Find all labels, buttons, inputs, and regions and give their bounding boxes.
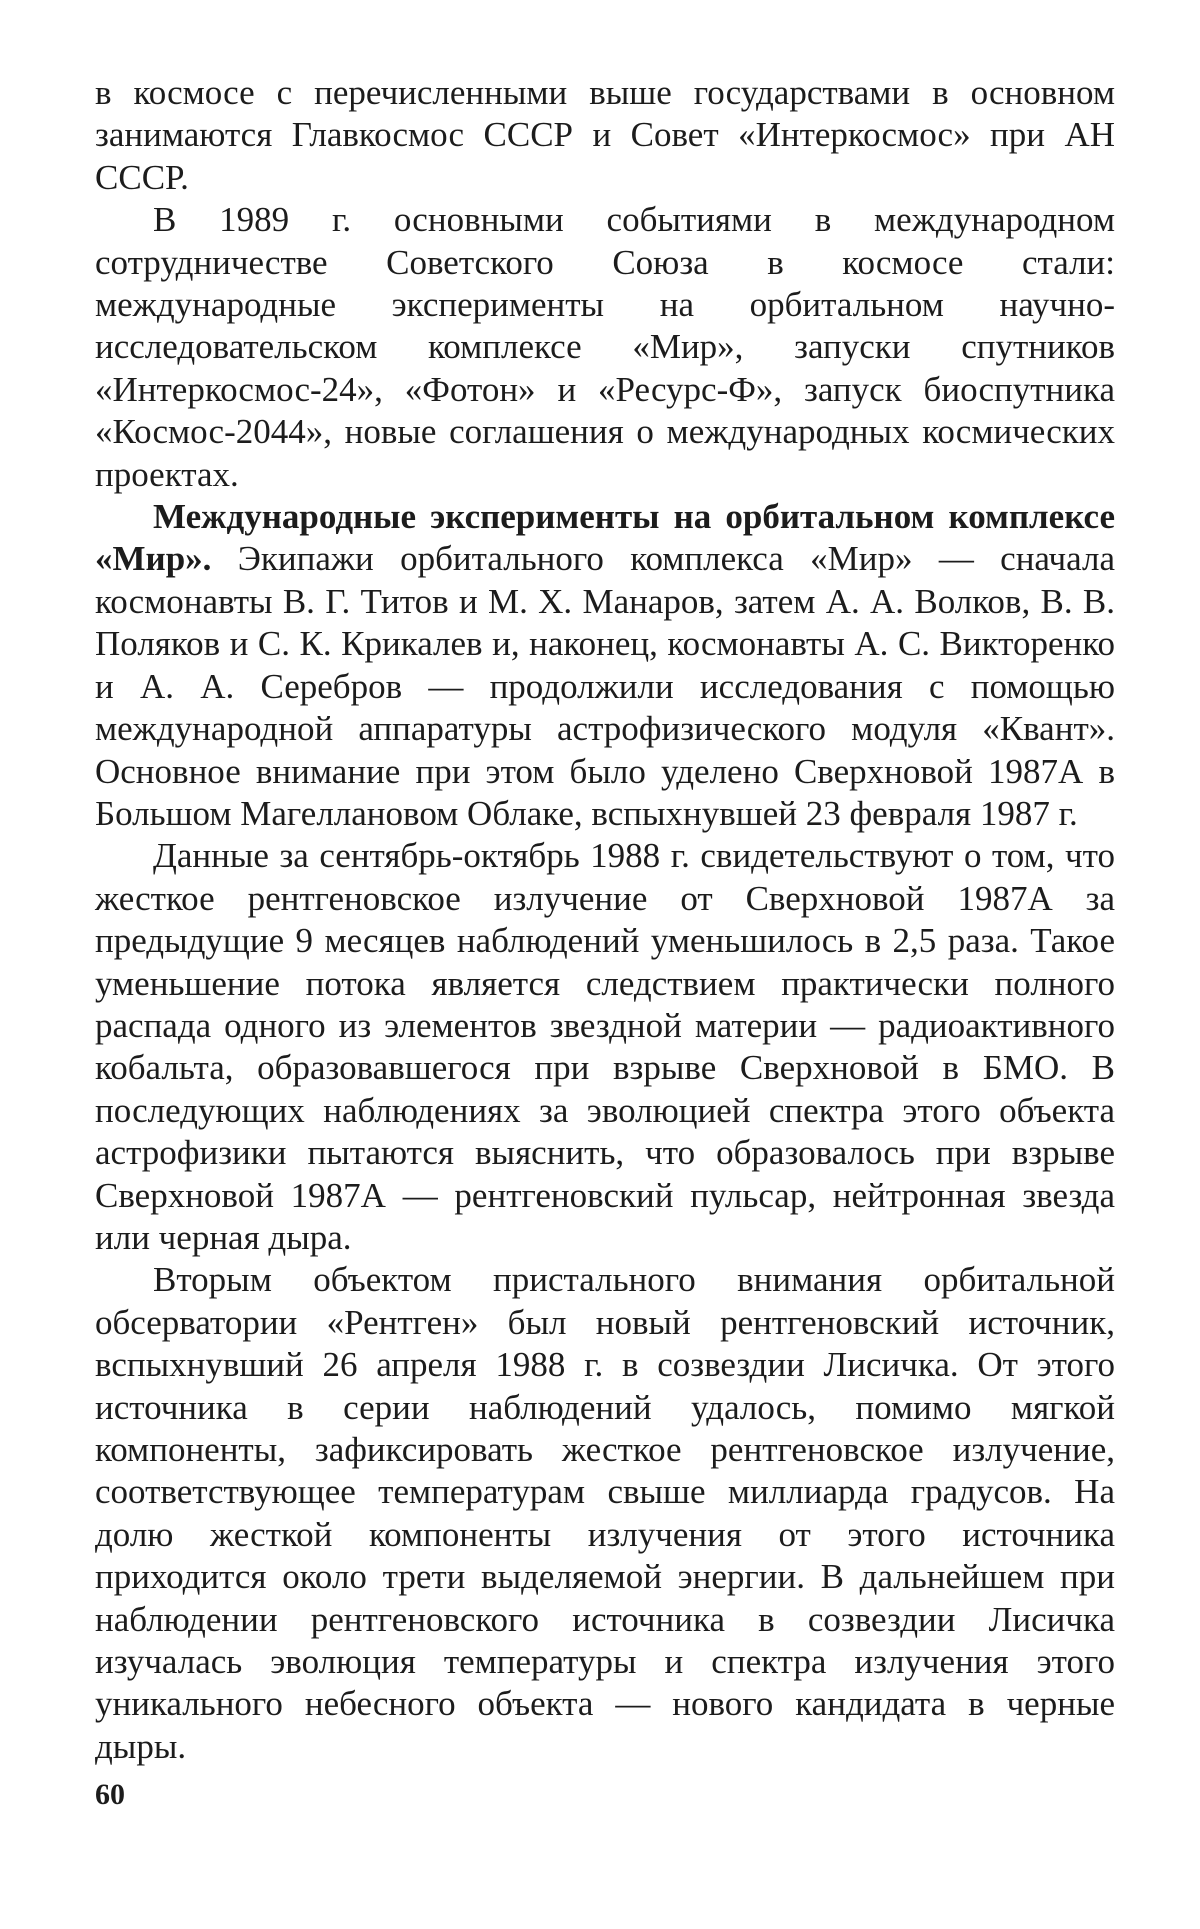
paragraph-3-text: Экипажи орбитального комплекса «Мир» — сначала космонавты В. Г. Титов и М. Х. Манаров, затем А. А. Волков, В. В. Поляков и С. К. Крикалев и, наконец, космонавты А. С. Викторенко и А. А. Серебров — продолжили исследования с помощью международной аппаратуры астрофизического модуля «Квант». Основное внимание при этом было уделено Сверхновой 1987А в Большом Магеллановом Облаке, вспыхнувшей 23 февраля 1987 г. — [95, 539, 1115, 833]
paragraph-1 — [95, 72, 1115, 199]
paragraph-5-text: Вторым объектом пристального внимания орбитальной обсерватории «Рентген» был новый рентгеновский источник, вспыхнувший 26 апреля 1988 г. в созвездии Лисичка. От этого источника в серии наблюдений удалось, помимо мягкой компоненты, зафиксировать жесткое рентгеновское излучение, соответствующее температурам свыше миллиарда градусов. На долю жесткой компоненты излучения от этого источника приходится около трети выделяемой энергии. В дальнейшем при наблюдении рентгеновского источника в созвездии Лисичка изучалась эволюция температуры и спектра излучения этого уникального небесного объекта — нового кандидата в черные дыры. — [95, 1260, 1115, 1766]
section-heading: Международные эксперименты на орбитальном комплексе «Мир». — [95, 497, 1115, 579]
paragraph-4 — [95, 835, 1115, 1259]
paragraph-2-text: В 1989 г. основными событиями в международном сотрудничестве Советского Союза в космосе стали: международные эксперименты на орбитальном научно-исследовательском комплексе «Мир», запуски спутников «Интеркосмос-24», «Фотон» и «Ресурс-Ф», запуск биоспутника «Космос-2044», новые соглашения о международных космических проектах. — [95, 200, 1115, 494]
page-body — [95, 72, 1115, 1768]
paragraph-3 — [95, 496, 1115, 835]
page-number: 60 — [95, 1778, 125, 1811]
paragraph-2 — [95, 199, 1115, 496]
paragraph-1-text: в космосе с перечисленными выше государствами в основном занимаются Главкосмос СССР и Совет «Интеркосмос» при АН СССР. — [95, 73, 1115, 197]
paragraph-4-text: Данные за сентябрь-октябрь 1988 г. свидетельствуют о том, что жесткое рентгеновское излучение от Сверхновой 1987А за предыдущие 9 месяцев наблюдений уменьшилось в 2,5 раза. Такое уменьшение потока является следствием практически полного распада одного из элементов звездной материи — радиоактивного кобальта, образовавшегося при взрыве Сверхновой в БМО. В последующих наблюдениях за эволюцией спектра этого объекта астрофизики пытаются выяснить, что образовалось при взрыве Сверхновой 1987А — рентгеновский пульсар, нейтронная звезда или черная дыра. — [95, 836, 1115, 1257]
paragraph-5 — [95, 1259, 1115, 1768]
